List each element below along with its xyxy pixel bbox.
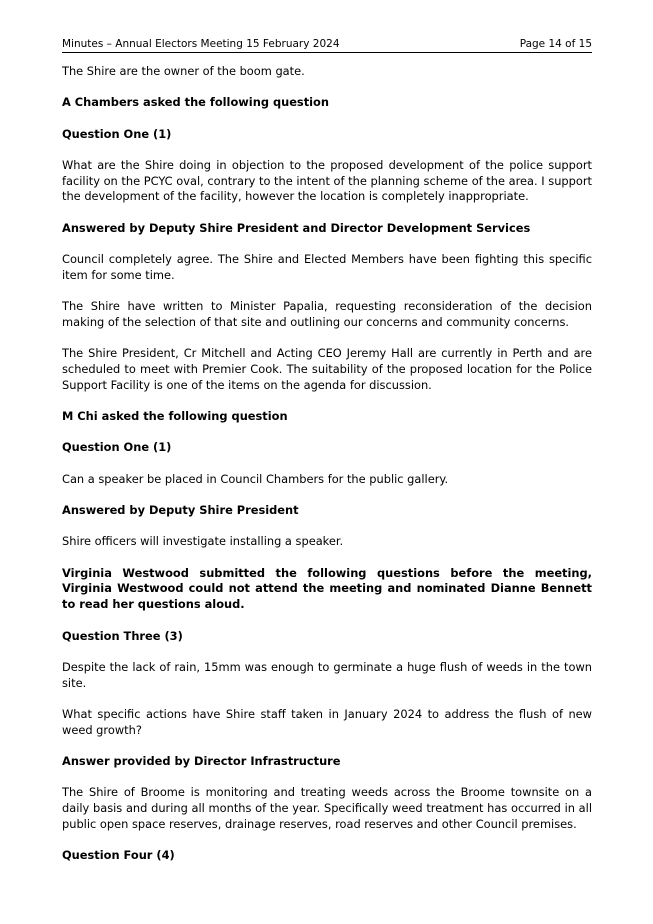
header-title: Minutes – Annual Electors Meeting 15 February 2024: [62, 38, 340, 50]
paragraph: Council completely agree. The Shire and Elected Members have been fighting this specific item for some time.: [62, 252, 592, 282]
answer-heading: Answered by Deputy Shire President: [62, 503, 299, 518]
question-heading: Question Four (4): [62, 848, 175, 863]
paragraph: The Shire have written to Minister Papalia, requesting reconsideration of the decision making of the selection of that site and outlining our concerns and community concerns.: [62, 299, 592, 329]
page-body: [62, 64, 592, 864]
answer-heading: Answer provided by Director Infrastructure: [62, 754, 341, 769]
question-heading: Question Three (3): [62, 628, 183, 643]
section-heading: M Chi asked the following question: [62, 409, 288, 424]
paragraph: What are the Shire doing in objection to the proposed development of the police support facility on the PCYC oval, contrary to the intent of the planning scheme of the area. I support the development of the facility, however the location is completely inappropriate.: [62, 157, 592, 204]
page-header: [62, 36, 592, 53]
paragraph: Can a speaker be placed in Council Chambers for the public gallery.: [62, 471, 449, 486]
question-heading: Question One (1): [62, 126, 172, 141]
question-heading: Question One (1): [62, 440, 172, 455]
paragraph: Despite the lack of rain, 15mm was enough to germinate a huge flush of weeds in the town site.: [62, 659, 592, 690]
paragraph: What specific actions have Shire staff taken in January 2024 to address the flush of new weed growth?: [62, 706, 592, 737]
section-heading: Virginia Westwood submitted the following questions before the meeting, Virginia Westwood could not attend the meeting and nominated Dianne Bennett to read her questions aloud.: [62, 565, 592, 612]
section-heading: A Chambers asked the following question: [62, 95, 329, 110]
paragraph: The Shire of Broome is monitoring and treating weeds across the Broome townsite on a daily basis and during all months of the year. Specifically weed treatment has occurred in all public open space reserves, drainage reserves, road reserves and other Council premises.: [62, 785, 592, 831]
answer-heading: Answered by Deputy Shire President and Director Development Services: [62, 220, 531, 235]
paragraph: The Shire President, Cr Mitchell and Acting CEO Jeremy Hall are currently in Perth and are scheduled to meet with Premier Cook. The suitability of the proposed location for the Police Support Facility is one of the items on the agenda for discussion.: [62, 346, 592, 392]
paragraph: Shire officers will investigate installing a speaker.: [62, 534, 344, 549]
page-number: Page 14 of 15: [519, 38, 592, 50]
paragraph: The Shire are the owner of the boom gate.: [62, 64, 305, 78]
